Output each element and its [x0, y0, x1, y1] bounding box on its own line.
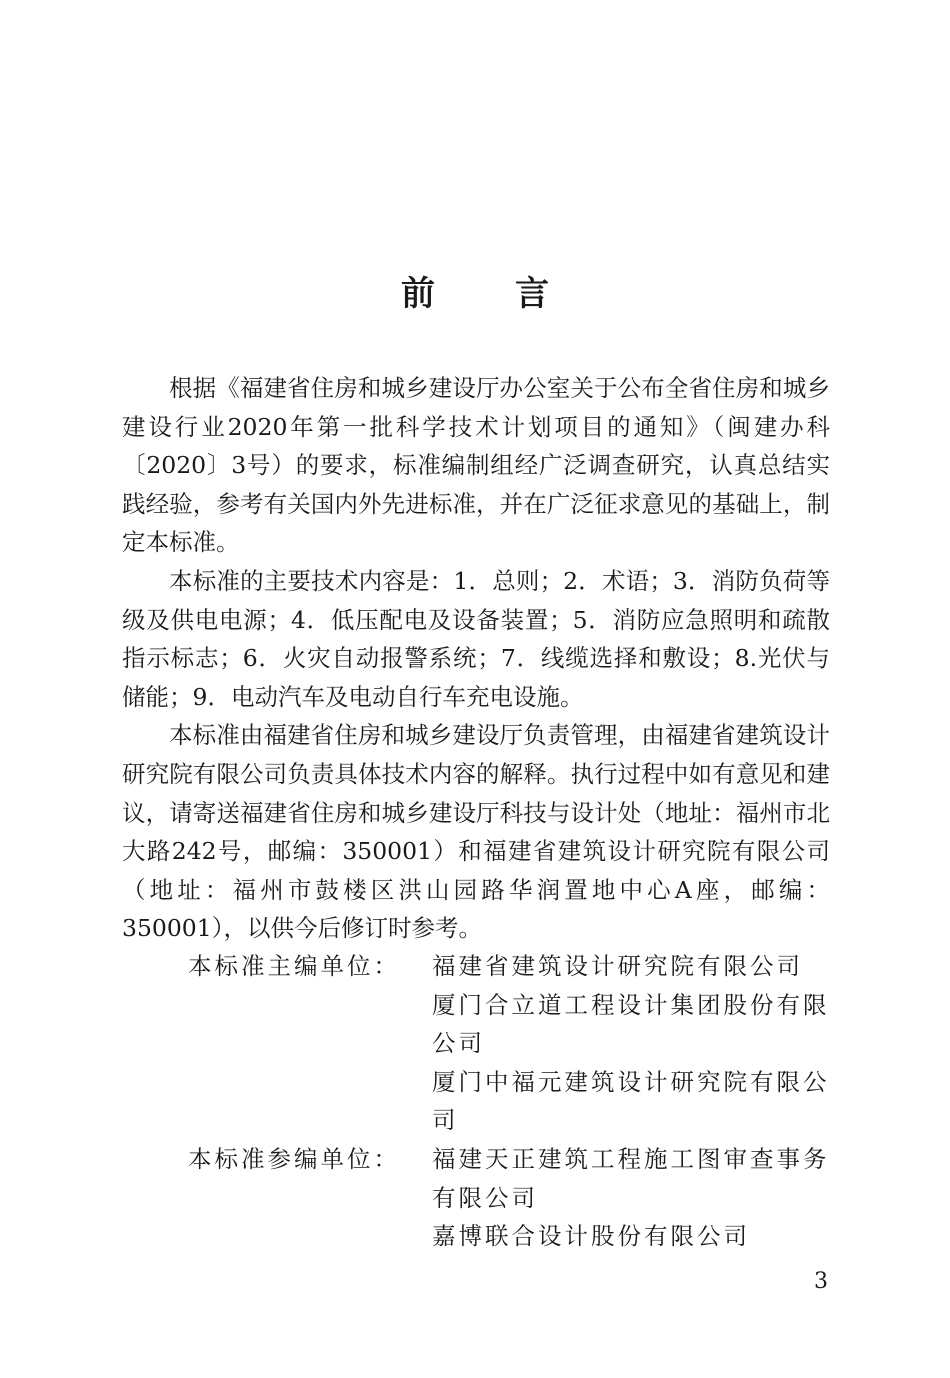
chief-unit-item: 福建省建筑设计研究院有限公司: [432, 952, 803, 980]
chief-units-list: [432, 947, 830, 1140]
preface-body: [122, 369, 830, 948]
drafting-units: [122, 947, 830, 1256]
participating-unit-item: 福建天正建筑工程施工图审查事务有限公司: [432, 1144, 830, 1212]
participating-unit-item: 嘉博联合设计股份有限公司: [432, 1222, 750, 1251]
participating-units-list: [432, 1140, 830, 1256]
chief-units-group: [122, 947, 830, 1140]
paragraph-basis: 根据《福建省住房和城乡建设厅办公室关于公布全省住房和城乡建设行业2020年第一批科学技术计划项目的通知》（闽建办科〔2020〕3号）的要求，标准编制组经广泛调查研究，认真总结实践经验，参考有关国内外先进标准，并在广泛征求意见的基础上，制定本标准。: [122, 374, 830, 557]
chief-unit-item: 厦门中福元建筑设计研究院有限公司: [432, 1067, 830, 1135]
chief-unit-item: 厦门合立道工程设计集团股份有限公司: [432, 990, 830, 1058]
page-title: 前言: [401, 274, 629, 314]
participating-units-group: [122, 1140, 830, 1256]
paragraph-contents: 本标准的主要技术内容是：1．总则；2．术语；3．消防负荷等级及供电电源；4．低压配电及设备装置；5．消防应急照明和疏散指示标志；6．火灾自动报警系统；7．线缆选择和敷设；8.光伏与储能；9．电动汽车及电动自行车充电设施。: [122, 566, 830, 711]
chief-units-label: 本标准主编单位：: [188, 952, 400, 980]
page-number: 3: [814, 1269, 828, 1294]
paragraph-management: 本标准由福建省住房和城乡建设厅负责管理，由福建省建筑设计研究院有限公司负责具体技术内容的解释。执行过程中如有意见和建议，请寄送福建省住房和城乡建设厅科技与设计处（地址：福州市北大路242号，邮编：350001）和福建省建筑设计研究院有限公司（地址：福州市鼓楼区洪山园路华润置地中心A座，邮编：350001），以供今后修订时参考。: [122, 721, 830, 943]
participating-units-label: 本标准参编单位：: [188, 1144, 400, 1173]
